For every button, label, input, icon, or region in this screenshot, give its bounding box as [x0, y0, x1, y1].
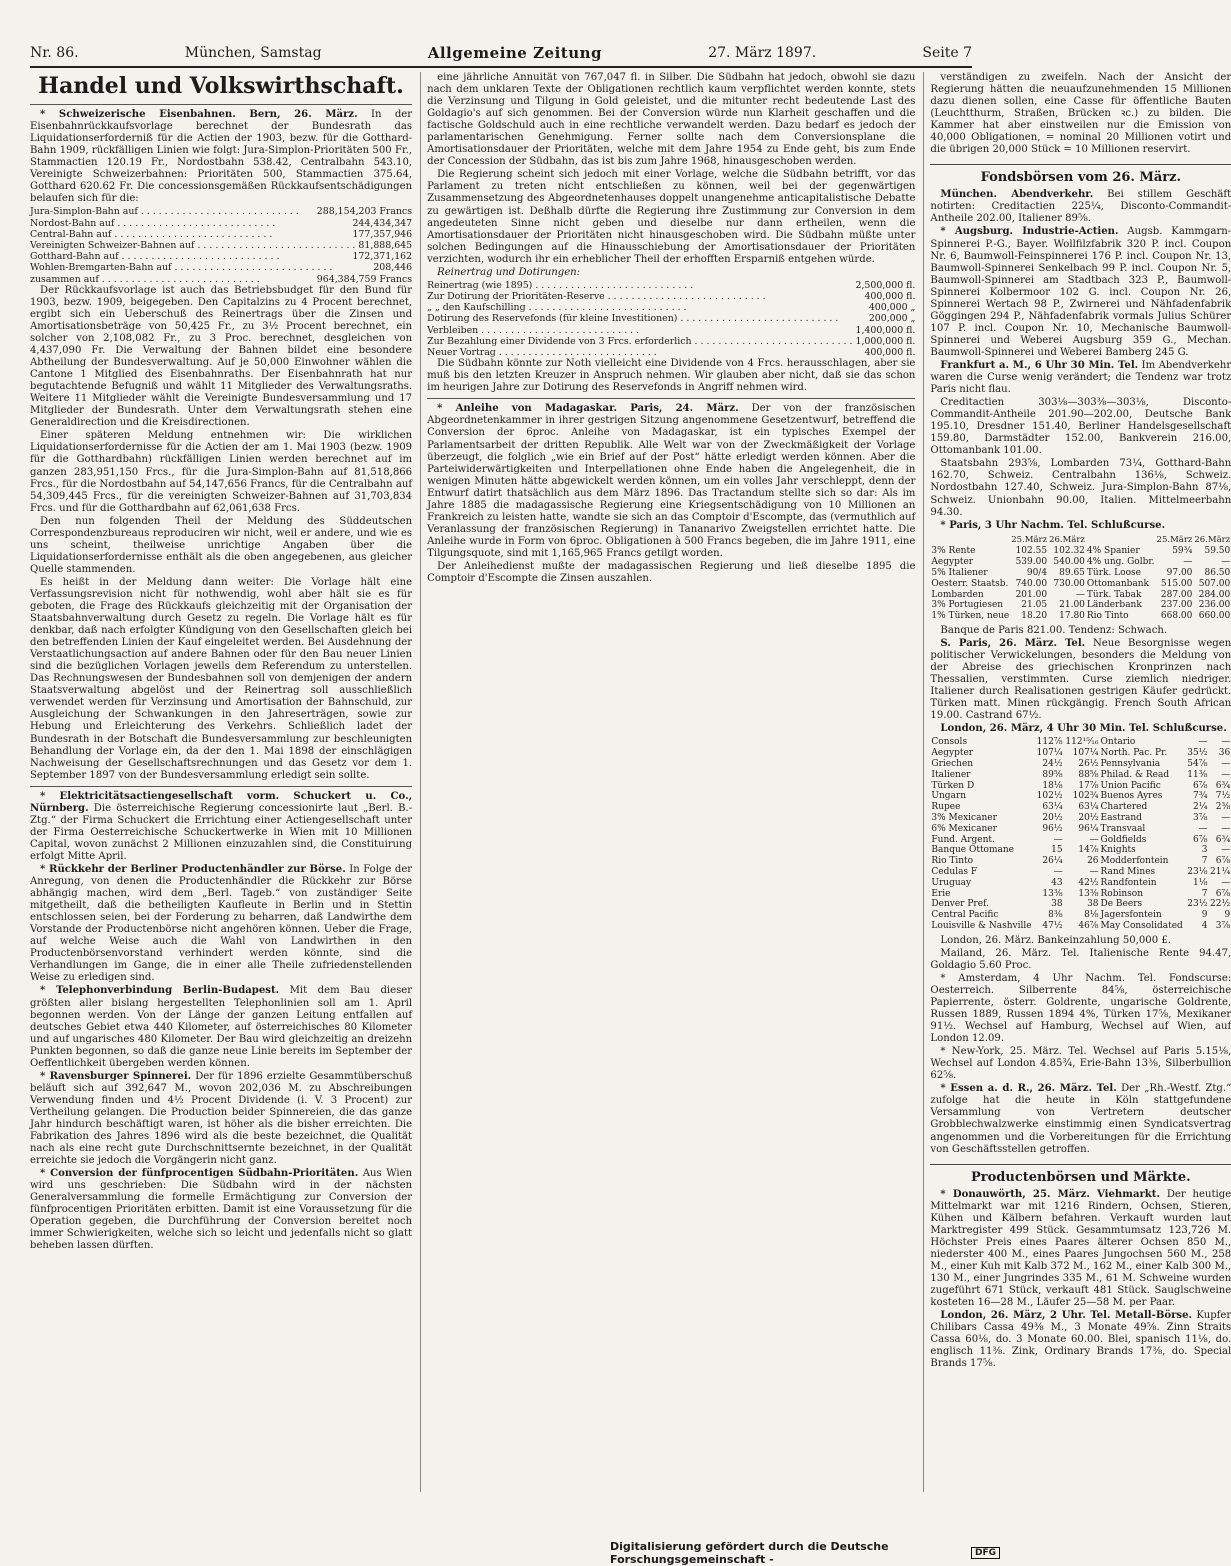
table-row: [930, 845, 1231, 856]
table-cell: 17.80: [1059, 611, 1085, 622]
divider: [427, 398, 915, 399]
article-text: verständigen zu zweifeln. Nach der Ansicht der Regierung hätten die neuaufzunehmenden 15 Millionen dazu dienen sollen, eine Casse für öffentliche Bauten (Leuchtthurm, Straßen, Brücken ꝛc.) zu bilden. Die Kammer hat aber einstweilen nur die Emission von 40,000 Obligationen, = nominal 20 Millionen votirt und die übrigen 20,000 Stück = 10 Millionen reservirt.: [930, 72, 1231, 156]
table-cell: 6¾: [1215, 780, 1231, 791]
table-cell: 15: [1051, 845, 1063, 856]
article-text: London, 26. März. Bankeinzahlung 50,000 £.: [940, 934, 1171, 946]
table-row: [930, 600, 1231, 611]
table-cell: Robinson: [1100, 888, 1143, 899]
table-cell: 8⅛: [1084, 910, 1099, 921]
table-cell: Cedulas F: [931, 867, 978, 877]
table-row: [427, 336, 915, 347]
table-cell: 4% Spanier: [1086, 546, 1140, 557]
article-text: Der Anleihedienst mußte der madagassischen Regierung und ließ dieselbe 1895 die Comptoir d'Escompte die Zinsen auszahlen.: [427, 560, 916, 585]
table-cell: 43: [1051, 877, 1063, 888]
table-cell: 17⅞: [1078, 780, 1099, 791]
table-cell: 36: [1218, 748, 1231, 759]
article-headline: * Rückkehr der Berliner Productenhändler zur Börse.: [40, 864, 346, 875]
article-text: Den nun folgenden Theil der Meldung des Süddeutschen Correspondenzbureaus reproduciren wir nicht, weil er andere, und wie es uns scheint, theilweise unrichtige Angaben über die Liquidationserfordernisse enthält als die oben angegebenen, aus gleicher Quelle stammenden.: [30, 515, 413, 575]
table-cell: 42½: [1078, 877, 1099, 888]
table-row: [427, 325, 915, 336]
table-cell: 102.32: [1053, 546, 1085, 557]
table-cell: Philad. & Read: [1100, 769, 1170, 780]
row-value: 172,371,162: [352, 251, 413, 263]
column-1: [30, 72, 412, 1492]
table-cell: 20½: [1042, 813, 1063, 824]
article-text: Mit dem Bau dieser größten aller bislang hergestellten Telephonlinien soll am 1. April begonnen werden. Von der Länge der ganzen Leitung entfallen auf deutsches Gebiet etwa 440 Kilometer, auf österreichisches 80 Kilometer und auf ungarisches 480 Kilometer. Der Bau wird gleichzeitig an dreizehn Punkten begonnen, so daß die ganze neue Linie bereits im September der Oeffentlichkeit übergeben werden können.: [30, 985, 413, 1069]
table-cell: 287.00: [1160, 589, 1193, 600]
row-label: Verbleiben . . . . . . . . . . . . . . . . . . . . . . . . . . .: [427, 324, 640, 336]
article-headline: * Paris, 3 Uhr Nachm. Tel. Schlußcurse.: [940, 519, 1166, 531]
table-cell: Denver Pref.: [931, 899, 989, 910]
table-cell: 540.00: [1053, 557, 1085, 568]
table-row: [930, 856, 1231, 867]
table-row: [930, 910, 1231, 921]
table-cell: —: [1198, 737, 1208, 748]
table-row: [30, 218, 412, 229]
table-row: [930, 737, 1231, 748]
table-cell: 6¾: [1215, 834, 1231, 845]
table-cell: 23⅛: [1187, 867, 1208, 877]
table-cell: 3⅞: [1215, 920, 1231, 931]
compensation-table: [30, 206, 412, 284]
table-cell: Knights: [1100, 845, 1136, 856]
table-row: [930, 781, 1231, 792]
table-cell: 102¾: [1072, 791, 1099, 802]
table-cell: 7½: [1215, 791, 1231, 802]
table-cell: 107¼: [1036, 748, 1063, 759]
table-cell: 89⅝: [1042, 769, 1063, 780]
table-cell: 284.00: [1198, 589, 1231, 600]
table-cell: Randfontein: [1100, 877, 1157, 888]
table-cell: 20½: [1078, 813, 1099, 824]
table-cell: 11⅜: [1187, 769, 1208, 780]
table-row: [930, 791, 1231, 802]
table-cell: —: [1221, 759, 1231, 770]
column-header: 25.März: [1156, 534, 1193, 545]
article-text: Im Abendverkehr waren die Curse wenig verändert; die Tendenz war trotz Paris nicht flau.: [930, 359, 1231, 396]
table-row: [930, 611, 1231, 622]
row-label: Zur Bezahlung einer Dividende von 3 Frcs. erforderlich . . . . . . . . . . . . . . . . . . . . . . . . . . .: [427, 335, 853, 347]
table-row: [930, 867, 1231, 878]
table-row: [930, 878, 1231, 889]
table-row: [30, 251, 412, 262]
row-label: Reinertrag (wie 1895) . . . . . . . . . . . . . . . . . . . . . . . . . . .: [427, 279, 694, 291]
table-cell: 3% Rente: [931, 546, 976, 557]
table-cell: Banque Ottomane: [931, 845, 1014, 856]
table-cell: 1% Türken, neue: [931, 611, 1010, 622]
article-headline: * Donauwörth, 25. März. Viehmarkt.: [940, 1188, 1160, 1200]
table-cell: Ottomanbank: [1086, 578, 1150, 589]
table-cell: 89.65: [1059, 568, 1085, 579]
table-cell: 2¼: [1193, 802, 1208, 813]
table-cell: 86.50: [1204, 568, 1231, 579]
row-value: 400,000 „: [868, 302, 916, 314]
article-headline: * Ravensburger Spinnerei.: [40, 1070, 192, 1082]
table-cell: Louisville & Nashville: [931, 920, 1032, 931]
article-text: Der „Rh.-Westf. Ztg.“ zufolge hat die heute in Köln stattgefundene Versammlung von Vertretern deutscher Grobblechwalzwerke einstimmig einen Syndicatsvertrag angenommen und die Vorbereitungen für die Errichtung von Geschäftsstellen getroffen.: [930, 1083, 1231, 1155]
table-cell: 236.00: [1198, 600, 1231, 611]
table-intro: Reinertrag und Dotirungen:: [437, 266, 581, 278]
article-text: Bei stillem Geschäft notirten: Creditactien 225¼, Disconto-Commandit-Antheile 202.00, Italiener 89⅝.: [930, 189, 1231, 225]
table-cell: 96½: [1042, 823, 1063, 834]
article-text: Neue Besorgnisse wegen politischer Verwickelungen, besonders die Meldung von der Abreise des griechischen Kronprinzen nach Thessalien, verstimmten. Curse ziemlich niedriger. Italiener durch Realisationen gestrigen Käufer gedrückt. Türken matt. Minen rückgängig. French South African 19.00. Castrand 67½.: [930, 638, 1231, 722]
table-cell: 22½: [1210, 899, 1231, 910]
table-row: [930, 568, 1231, 579]
table-cell: —: [1221, 769, 1231, 780]
table-row: [30, 240, 412, 251]
table-cell: Länderbank: [1086, 600, 1142, 611]
table-cell: 6⅞: [1215, 888, 1231, 899]
row-value: 200,000 „: [868, 313, 916, 325]
table-cell: 18⅛: [1042, 780, 1063, 791]
table-cell: 5% Italiener: [931, 568, 988, 579]
table-cell: 539.00: [1015, 557, 1048, 568]
article-text: * Amsterdam, 4 Uhr Nachm. Tel. Fondscurse: Oesterreich. Silberrente 84⅝, österreichische Papierrente, österr. Goldrente, ungarische Goldrente, Russen 1889, Russen 1894 4%, Türken 17⅝, Mexikaner 91½. Wechsel auf Hamburg, Wechsel auf Wien, auf London 12.09.: [930, 972, 1231, 1045]
table-row: [930, 546, 1231, 557]
table-cell: 13⅜: [1042, 888, 1063, 899]
row-label: Neuer Vortrag . . . . . . . . . . . . . . . . . . . . . . . . . . .: [427, 347, 657, 359]
issue-date: 27. März 1897.: [708, 45, 817, 61]
table-cell: —: [1075, 589, 1085, 600]
table-cell: 96¼: [1078, 823, 1099, 834]
table-cell: —: [1089, 867, 1099, 877]
article-text: Die Südbahn könnte zur Noth vielleicht eine Dividende von 4 Frcs. herausschlagen, aber sie muß bis den letzten Kreuzer in Anspruch nehmen. Wir glauben aber nicht, daß sie das schon im heurigen Jahre zur Dotirung des Reservefonds in Angriff nehmen wird.: [427, 358, 916, 394]
article-headline: München. Abendverkehr.: [940, 189, 1094, 201]
table-cell: Rupee: [931, 802, 961, 813]
article-text: Der heutige Mittelmarkt war mit 1216 Rindern, Ochsen, Stieren, Kühen und Kälbern befahren. Verkauft wurden laut Marktregister 499 Stück. Gesammtumsatz 123,726 M. Höchster Preis eines Paares älterer Ochsen 850 M., niederster 400 M., eines Paares Jungochsen 560 M., 258 M., einer Kuh mit Kalb 372 M., 162 M., einer Kalb 300 M., 130 M., einer Jungrindes 335 M., 61 M. Schweine wurden zugeführt 671 Stück, verkauft 481 Stück. Sauglschweine kosteten 16—28 M., Läufer 25—58 M. per Paar.: [930, 1188, 1231, 1309]
table-row: [930, 759, 1231, 770]
table-cell: Union Pacific: [1100, 780, 1161, 791]
table-cell: Aegypter: [931, 557, 974, 568]
table-cell: 21.05: [1021, 600, 1048, 611]
table-row: [930, 579, 1231, 590]
place-day: München, Samstag: [184, 45, 322, 61]
table-cell: Oesterr. Staatsb.: [931, 578, 1009, 589]
table-cell: 35½: [1187, 748, 1208, 759]
article-text: In der Eisenbahnrückkaufsvorlage berechnet der Bundesrath das Liquidationserforderniß für die Actien der 1903, bezw. für die Gotthard-Bahn 1909, rückfälligen Linien wie folgt: Jura-Simplon-Prioritäten 500 Fr., Stammactien 120.19 Fr., Nordostbahn 538.42, Centralbahn 543.10, Vereinigte Schweizerbahnen: Prioritäten 500, Stammactien 375.64, Gotthard 620.62 Fr. Die concessionsgemäßen Rückkaufsentschädigungen belaufen sich für die:: [30, 109, 413, 205]
table-row: [930, 802, 1231, 813]
newspaper-title: Allgemeine Zeitung: [427, 44, 602, 62]
article-text: eine jährliche Annuität von 767,047 fl. in Silber. Die Südbahn hat jedoch, obwohl sie dazu nach dem unklaren Texte der Obligationen rechtlich kaum verpflichtet werden konnte, stets die Verzinsung und Tilgung in Gold geleistet, und die mitunter recht bedeutende Last des Goldagio's auf sich genommen. Bei der Conversion würde nun Klarheit geschaffen und die factische Goldschuld auch in eine rechtliche verwandelt werden. Dazu bedarf es jedoch der parlamentarischen Genehmigung. Ferner sollte nach dem Conversionsplane die Amortisationsdauer der Prioritäten, welche mit dem Jahre 1954 zu Ende geht, bis zum Ende der Concession der Südbahn, das ist bis zum Jahre 1968, hinausgeschoben werden.: [427, 72, 916, 168]
article-text: Mailand, 26. März. Tel. Italienische Rente 94.47, Goldagio 5.60 Proc.: [930, 947, 1231, 971]
table-row: [930, 748, 1231, 759]
table-row: [30, 206, 412, 217]
row-value: 400,000 fl.: [864, 291, 916, 302]
table-cell: 515.00: [1160, 578, 1193, 589]
table-cell: 26¼: [1042, 856, 1063, 867]
table-cell: 47½: [1042, 920, 1063, 931]
article-headline: Frankfurt a. M., 6 Uhr 30 Min. Tel.: [940, 359, 1139, 371]
issue-number: Nr. 86.: [30, 45, 79, 61]
table-cell: —: [1089, 834, 1099, 845]
table-cell: Rand Mines: [1100, 867, 1156, 877]
table-cell: 63¼: [1078, 802, 1099, 813]
london-quotes-table: [930, 737, 1231, 931]
table-cell: 6⅞: [1215, 856, 1231, 867]
table-cell: Rio Tinto: [931, 856, 974, 867]
article-text: Staatsbahn 293⅝, Lombarden 73¼, Gotthard-Bahn 162.70, Schweiz. Centralbahn 136⅛, Schweiz. Nordostbahn 127.40, Schweiz. Jura-Simplon-Bahn 87⅛, Schweiz. Unionbahn 90.00, Italien. Mittelmeerbahn 94.30.: [930, 458, 1231, 518]
table-cell: 26: [1087, 856, 1099, 867]
masthead-rule: [30, 66, 972, 68]
table-cell: 23½: [1187, 899, 1208, 910]
table-cell: 7: [1201, 888, 1208, 899]
row-value: 208,446: [373, 262, 413, 274]
row-value: 400,000 fl.: [864, 347, 916, 359]
article-text: Aus Wien wird uns geschrieben: Die Südbahn wird in der nächsten Generalversammlung die formelle Ermächtigung zur Conversion der fünfprocentigen Prioritäten erbitten. Damit ist eine Voraussetzung für die Operation gegeben, die Durchführung der Conversion bereitet noch immer Schwierigkeiten, welche sich so leicht und jedenfalls nicht so glatt beheben lassen dürften.: [30, 1168, 413, 1252]
table-cell: 18.20: [1021, 611, 1048, 622]
table-cell: Buenos Ayres: [1100, 791, 1163, 802]
table-cell: 668.00: [1160, 611, 1193, 622]
column-3: [923, 72, 1231, 1492]
table-cell: —: [1221, 877, 1231, 888]
article-text: Der für 1896 erzielte Gesammtüberschuß beläuft sich auf 392,647 M., wovon 202,036 M. zu Abschreibungen Verwendung finden und 4½ Procent Dividende (i. V. 3 Procent) zur Vertheilung gelangen. Die Production beider Spinnereien, die das ganze Jahr hindurch beschäftigt waren, ist höher als die bisher erreichten. Die Fabrikation des Jahres 1896 wird als die beste bezeichnet, die Qualität nach als eine recht gute Durchschnittsernte bezeichnet, in der Qualität erreichte sie jedoch die Vorgängerin nicht ganz.: [30, 1070, 413, 1167]
table-row: [930, 921, 1231, 932]
table-cell: 7¾: [1193, 791, 1208, 802]
revenue-table: [427, 280, 915, 358]
table-cell: —: [1053, 834, 1063, 845]
table-cell: 54⅞: [1187, 759, 1208, 770]
table-cell: Türken D: [931, 780, 975, 791]
table-cell: 4: [1201, 920, 1208, 931]
table-cell: 46⅞: [1078, 920, 1099, 931]
column-header: 25.März: [1011, 534, 1048, 545]
table-cell: Türk. Tabak: [1086, 589, 1142, 600]
table-cell: —: [1053, 867, 1063, 877]
table-cell: 21¼: [1210, 867, 1231, 877]
table-cell: 59.50: [1204, 546, 1231, 557]
row-label: „ „ den Kaufschilling . . . . . . . . . . . . . . . . . . . . . . . . . . .: [427, 302, 687, 314]
table-cell: May Consolidated: [1100, 920, 1183, 931]
table-cell: 8⅜: [1048, 910, 1063, 921]
column-header: 26.März: [1194, 534, 1231, 545]
masthead: [30, 42, 972, 64]
article-headline: S. Paris, 26. März. Tel.: [940, 638, 1086, 650]
row-label: Nordost-Bahn auf . . . . . . . . . . . . . . . . . . . . . . . . . . .: [30, 217, 276, 229]
paris-quotes-table: [930, 534, 1231, 622]
article-text: Creditactien 303⅛—303⅜—303⅛, Disconto-Commandit-Antheile 201.90—202.00, Deutsche Bank 195.10, Dresdner 151.40, Berliner Handelsgesellschaft 159.80, Darmstädter 152.00, Bankverein 216.00, Ottomanbank 101.00.: [930, 397, 1231, 457]
table-cell: 112⅞: [1036, 737, 1063, 748]
column-header: [930, 534, 1010, 547]
table-row: [930, 813, 1231, 824]
table-cell: 97.00: [1166, 568, 1193, 579]
table-cell: 1⅛: [1193, 877, 1208, 888]
table-cell: Italiener: [931, 769, 971, 780]
row-label: zusammen auf . . . . . . . . . . . . . . . . . . . . . . . . . . .: [30, 273, 260, 285]
article-headline: * Essen a. d. R., 26. März. Tel.: [940, 1083, 1117, 1095]
table-row: [427, 291, 915, 302]
table-cell: 63¼: [1042, 802, 1063, 813]
divider: [30, 104, 412, 105]
article-headline: London, 26. März, 4 Uhr 30 Min. Tel. Schlußcurse.: [940, 723, 1227, 735]
dfg-logo: DFG: [971, 1547, 1000, 1559]
row-value: 81,888,645: [358, 239, 413, 251]
table-cell: 3% Portugiesen: [931, 600, 1004, 611]
divider: [30, 786, 412, 787]
table-cell: —: [1221, 813, 1231, 824]
table-cell: 7: [1201, 856, 1208, 867]
table-row: [30, 229, 412, 240]
table-row: [930, 889, 1231, 900]
article-headline: * Augsburg. Industrie-Actien.: [940, 226, 1119, 238]
table-cell: Lombarden: [931, 589, 984, 600]
table-row: [427, 313, 915, 324]
table-cell: 3⅞: [1193, 813, 1208, 824]
row-value: 1,000,000 fl.: [855, 335, 916, 347]
table-cell: 13⅜: [1078, 888, 1099, 899]
table-row: [30, 262, 412, 273]
table-row: [30, 274, 412, 285]
table-row: [930, 824, 1231, 835]
article-text: Banque de Paris 821.00. Tendenz: Schwach.: [940, 625, 1168, 637]
table-cell: —: [1221, 737, 1231, 748]
table-row: [427, 280, 915, 291]
row-label: Dotirung des Reservefonds (für kleine Investitionen) . . . . . . . . . . . . . . . . . . . . . . . . . . .: [427, 313, 839, 325]
row-value: 2,500,000 fl.: [855, 279, 916, 291]
table-row: [427, 347, 915, 358]
table-cell: 38: [1051, 899, 1063, 910]
row-label: Zur Dotirung der Prioritäten-Reserve . . . . . . . . . . . . . . . . . . . . . . . . . . .: [427, 291, 766, 302]
table-cell: 740.00: [1015, 578, 1048, 589]
table-cell: 4% ung. Golbr.: [1086, 557, 1155, 568]
table-cell: 9: [1201, 910, 1208, 921]
table-cell: Aegypter: [931, 748, 974, 759]
table-cell: —: [1221, 845, 1231, 856]
table-cell: Fund. Argent.: [931, 834, 995, 845]
columns: [30, 72, 1231, 1492]
table-cell: 107¼: [1072, 748, 1099, 759]
article-text: Es heißt in der Meldung dann weiter: Die Vorlage hält eine Verfassungsrevision nicht für nothwendig, wohl aber hält sie es für geboten, die Frage des Rückkaufs gleichzeitig mit der Organisation der Staatsbahnverwaltung durch Gesetz zu regeln. Die Vorlage hält es für denkbar, daß nach erfolgter Kündigung von den Gesellschaften gleich bei den betreffenden Linien der Kauf eingeleitet werden. Bei Ausdehnung der Verstaatlichungsaction auf andere Bahnen oder für den Bau neuer Linien sind die bezüglichen Vorlagen jeweils dem Referendum zu unterstellen. Das Rechnungswesen der Bundesbahnen soll von demjenigen der andern Staatsverwaltung abgelöst und der Reinertrag soll ausschließlich verwendet werden für Verzinsung und Amortisation der Bahnschuld, zur Ausgleichung der Schwankungen in den Jahreserträgen, sowie zur Hebung und Erleichterung des Verkehrs. Schließlich ladet der Bundesrath in der Botschaft die Bundesversammlung zur beschleunigten Behandlung der Vorlage ein, da der den 1. Mai 1898 der einschlägigen Nachweisung der Gesellschaftsrechnungen und das Gesetz vor dem 1. September 1897 von der Bundesversammlung erledigt sein sollte.: [30, 576, 413, 781]
table-cell: Central Pacific: [931, 910, 999, 921]
article-headline: * Conversion der fünfprocentigen Südbahn-Prioritäten.: [40, 1168, 359, 1180]
article-headline: * Anleihe von Madagaskar. Paris, 24. März.: [437, 403, 739, 415]
table-cell: 21.00: [1059, 600, 1085, 611]
table-cell: —: [1183, 557, 1193, 568]
table-cell: 59¾: [1172, 546, 1193, 557]
table-cell: Ungarn: [931, 791, 967, 802]
table-cell: 90/4: [1026, 568, 1048, 579]
table-cell: —: [1198, 823, 1208, 834]
table-row: [930, 835, 1231, 846]
row-label: Wohlen-Bremgarten-Bahn auf . . . . . . . . . . . . . . . . . . . . . . . . . . .: [30, 262, 333, 274]
table-cell: North. Pac. Pr.: [1100, 748, 1168, 759]
table-cell: Eastrand: [1100, 813, 1142, 824]
table-cell: 3% Mexicaner: [931, 813, 997, 824]
table-cell: 112¹⁵⁄₁₆: [1065, 737, 1099, 748]
column-header: 26.März: [1049, 534, 1085, 545]
table-cell: 6⅞: [1193, 834, 1208, 845]
table-cell: De Beers: [1100, 899, 1143, 910]
row-label: Jura-Simplon-Bahn auf . . . . . . . . . . . . . . . . . . . . . . . . . . .: [30, 206, 299, 218]
table-cell: 88⅝: [1078, 769, 1099, 780]
table-cell: 26½: [1078, 759, 1099, 770]
table-cell: 660.00: [1198, 611, 1231, 622]
article-text: Kupfer Chilibars Cassa 49⅜ M., 3 Monate 49⅝. Zinn Straits Cassa 60⅛, do. 3 Monate 60.00. Blei, spanisch 11⅛, do. englisch 11⅜. Zink, Ordinary Brands 17⅜, do. Special Brands 17⅝.: [930, 1310, 1231, 1370]
table-cell: Jagersfontein: [1100, 910, 1162, 921]
table-cell: 507.00: [1198, 578, 1231, 589]
digitization-footer: [610, 1540, 1000, 1566]
table-cell: Rio Tinto: [1086, 611, 1129, 622]
table-cell: 2⅜: [1215, 802, 1231, 813]
article-text: Die Regierung scheint sich jedoch mit einer Vorlage, welche die Südbahn betrifft, vor das Parlament zu treten nicht entschließen zu können, weil bei der gegenwärtigen Zusammensetzung des Abgeordnetenhauses doppelt unangenehme anticapitalistische Debatte zu gewärtigen ist. Deßhalb dürfte die Regierung ihre Zustimmung zur Conversion in dem angedeuteten Sinne nicht geben und dieselbe nur dann ertheilen, wenn die Amortisationsdauer der Prioritäten nicht hinausgeschoben wird. Die Südbahn müßte unter solchen Bedingungen auf die Hinausschiebung der Amortisationsdauer der Prioritäten verzichten, wodurch ihr ein erheblicher Theil der erhofften Ersparniß entgehen würde.: [427, 169, 916, 265]
table-cell: Uruguay: [931, 877, 972, 888]
subsection-title-products: Productenbörsen und Märkte.: [930, 1164, 1231, 1185]
table-cell: 3: [1201, 845, 1208, 856]
column-header: [1086, 534, 1156, 547]
article-headline: * Elektricitätsactiengesellschaft vorm. Schuckert u. Co., Nürnberg.: [30, 790, 413, 814]
row-value: 177,357,946: [352, 228, 413, 240]
article-text: Die österreichische Regierung concessionirte laut „Berl. B.-Ztg.“ der Firma Schuckert die Errichtung einer Actiengesellschaft unter der Firma Oesterreichische Schuckertwerke in Wien mit 10 Millionen Capital, wovon zunächst 2 Millionen einzuzahlen sind, die Constituirung erfolgt Mitte April.: [30, 802, 413, 862]
table-cell: 24½: [1042, 759, 1063, 770]
article-headline: * Telephonverbindung Berlin-Budapest.: [40, 985, 280, 997]
table-cell: Griechen: [931, 759, 974, 770]
page-number: Seite 7: [922, 45, 972, 61]
article-text: Augsb. Kammgarn-Spinnerei P.-G., Bayer. Wollfilzfabrik 320 P. incl. Coupon Nr. 6, Baumwoll-Feinspinnerei 176 P. incl. Coupon Nr. 13, Baumwoll-Spinnerei Senkelbach 99 P. incl. Coupon Nr. 5, Baumwoll-Spinnerei am Stadtbach 323 P., Baumwoll-Spinnerei Kolbermoor 102 G. incl. Coupon Nr. 26, Spinnerei Wertach 98 P., Zwirnerei und Nähfadenfabrik Göggingen 294 P., Nähfadenfabrik vormals Julius Schürer 107 P. incl. Coupon Nr. 10, Mechanische Baumwoll-Spinnerei und Weberei Augsburg 359 G., Mechan. Baumwoll-Spinnerei und Weberei Bamberg 245 G.: [930, 226, 1231, 358]
article-text: Der Rückkaufsvorlage ist auch das Betriebsbudget für den Bund für 1903, bezw. 1909, beigegeben. Den Capitalzins zu 4 Procent berechnet, ergibt sich ein Ueberschuß des Reinertrags über die Zinsen und Amortisationsbeträge von 50,425 Fr., zu 3½ Procent berechnet, ein solcher von 2,108,082 Fr., zu 3 Proc. berechnet, desgleichen von 4,437,090 Fr. Die Verwaltung der Bahnen bildet eine besondere Abtheilung der Bundesverwaltung. Auf je 50,000 Einwohner wählen die Cantone 1 Mitglied des Eisenbahnraths. Der Eisenbahnrath hat nur begutachtende Befugniß und wählt 11 Mitglieder des Verwaltungsraths. Weitere 11 Mitglieder wählt die Vereinigte Bundesversammlung und 17 Mitglieder der Bundesrath. Unter dem Verwaltungsrath stehen eine Generaldirection und die Kreisdirectionen.: [30, 284, 413, 429]
row-value: 288,154,203 Francs: [316, 206, 413, 218]
table-cell: 6⅞: [1193, 780, 1208, 791]
row-label: Gotthard-Bahn auf . . . . . . . . . . . . . . . . . . . . . . . . . . .: [30, 251, 280, 263]
article-text: * New-York, 25. März. Tel. Wechsel auf Paris 5.15⅛, Wechsel auf London 4.85¾, Erie-Bahn 13⅜, Silberbullion 62⅝.: [930, 1046, 1231, 1082]
article-headline: London, 26. März, 2 Uhr. Tel. Metall-Börse.: [940, 1310, 1193, 1322]
table-row: [930, 590, 1231, 601]
table-cell: 102.55: [1015, 546, 1048, 557]
table-cell: 9: [1224, 910, 1231, 921]
row-label: Vereinigten Schweizer-Bahnen auf . . . . . . . . . . . . . . . . . . . . . . . . . . .: [30, 239, 356, 251]
table-cell: —: [1221, 823, 1231, 834]
table-cell: Türk. Loose: [1086, 568, 1141, 579]
table-cell: 237.00: [1160, 600, 1193, 611]
table-row: [930, 557, 1231, 568]
table-cell: Goldfields: [1100, 834, 1147, 845]
table-cell: 6% Mexicaner: [931, 823, 997, 834]
column-2: [420, 72, 915, 1492]
table-cell: Chartered: [1100, 802, 1148, 813]
footer-text: Digitalisierung gefördert durch die Deutsche Forschungsgemeinschaft -: [610, 1540, 889, 1566]
section-title: Handel und Volkswirthschaft.: [38, 73, 404, 99]
table-cell: 102½: [1036, 791, 1063, 802]
table-cell: Ontario: [1100, 737, 1136, 748]
subsection-title-fondsboersen: Fondsbörsen vom 26. März.: [930, 164, 1231, 185]
table-cell: Consols: [931, 737, 968, 748]
article-text: In Folge der Anregung, von denen die Productenhändler die Rückkehr zur Börse abhängig machen, wird dem „Berl. Tageb.“ von zuständiger Seite mitgetheilt, daß die betheiligten Kaufleute in Berlin und in Stettin entschlossen seien, bei der Forderung zu beharren, daß Landwirthe dem Vorstande der Productenbörse nicht angehören können. Ueber die Frage, auf welche Weise auch die Wahl von Landwirthen in den Productenbörsenvorstand verhindert werden könnte, sind die Verhandlungen im Gange, die in einer alle Theile zufriedenstellenden Weise zu erledigen sind.: [30, 864, 413, 984]
table-cell: Modderfontein: [1100, 856, 1169, 867]
row-value: 1,400,000 fl.: [855, 324, 916, 336]
article-text: Einer späteren Meldung entnehmen wir: Die wirklichen Liquidationserfordernisse für die Actien der am 1. Mai 1903 (bezw. 1909 für die Gotthardbahn) rückfälligen Linien werden berechnet auf im ganzen 283,951,150 Frcs., für die Jura-Simplon-Bahn auf 81,518,866 Frcs., für die Nordostbahn auf 54,147,656 Francs, für die Centralbahn auf 54,309,445 Frcs., für die vereinigten Schweizer-Bahnen auf 31,703,834 Frcs. und für die Gotthardbahn auf 62,061,638 Frcs.: [30, 430, 413, 514]
table-cell: 730.00: [1053, 578, 1085, 589]
article-headline: * Schweizerische Eisenbahnen. Bern, 26. März.: [40, 109, 358, 120]
table-cell: 201.00: [1015, 589, 1048, 600]
row-label: Central-Bahn auf . . . . . . . . . . . . . . . . . . . . . . . . . . .: [30, 228, 273, 240]
row-value: 244,434,347: [352, 217, 413, 229]
table-cell: Erie: [931, 888, 951, 899]
table-cell: —: [1221, 557, 1231, 568]
table-cell: Transvaal: [1100, 823, 1146, 834]
table-row: [427, 302, 915, 313]
table-cell: 38: [1087, 899, 1099, 910]
article-text: Der von der französischen Abgeordnetenkammer in ihrer gestrigen Sitzung angenommene Gesetzentwurf, betreffend die Conversion der 6proc. Anleihe von Madagaskar, ist ein typisches Exempel der Parlamentsarbeit der dritten Republik. Alle Welt war von der Zweckmäßigkeit der Vorlage überzeugt, die folglich „wie ein Brief auf der Post“ hätte erledigt werden können. Aber die Parteiwiderwärtigkeiten und Interpellationen ohne Ende haben die Angelegenheit, die in wenigen Minuten hätte abgewickelt werden können, um ein volles Jahr verschleppt, denn der Entwurf datirt thatsächlich aus dem März 1896. Das Tractandum stellte sich so dar: Als im Jahre 1885 die madagassische Regierung eine Kriegsentschädigung von 10 Millionen an Frankreich zu leisten hatte, wandte sie sich an das Comptoir d'Escompte, das (vermuthlich auf Veranlassung der französischen Regierung) in Tananarivo Zweigstellen errichtet hatte. Die Anleihe wurde in Form von 6proc. Obligationen à 500 Francs begeben, die im Jahre 1911, eine Tilgungsquote, sind mit 1,165,965 Francs getilgt worden.: [427, 403, 916, 559]
table-row: [930, 899, 1231, 910]
table-row: [930, 770, 1231, 781]
row-value: 964,384,759 Francs: [316, 273, 413, 285]
table-cell: Pennsylvania: [1100, 759, 1161, 770]
table-cell: 14⅞: [1078, 845, 1099, 856]
table-header-row: [930, 534, 1231, 547]
